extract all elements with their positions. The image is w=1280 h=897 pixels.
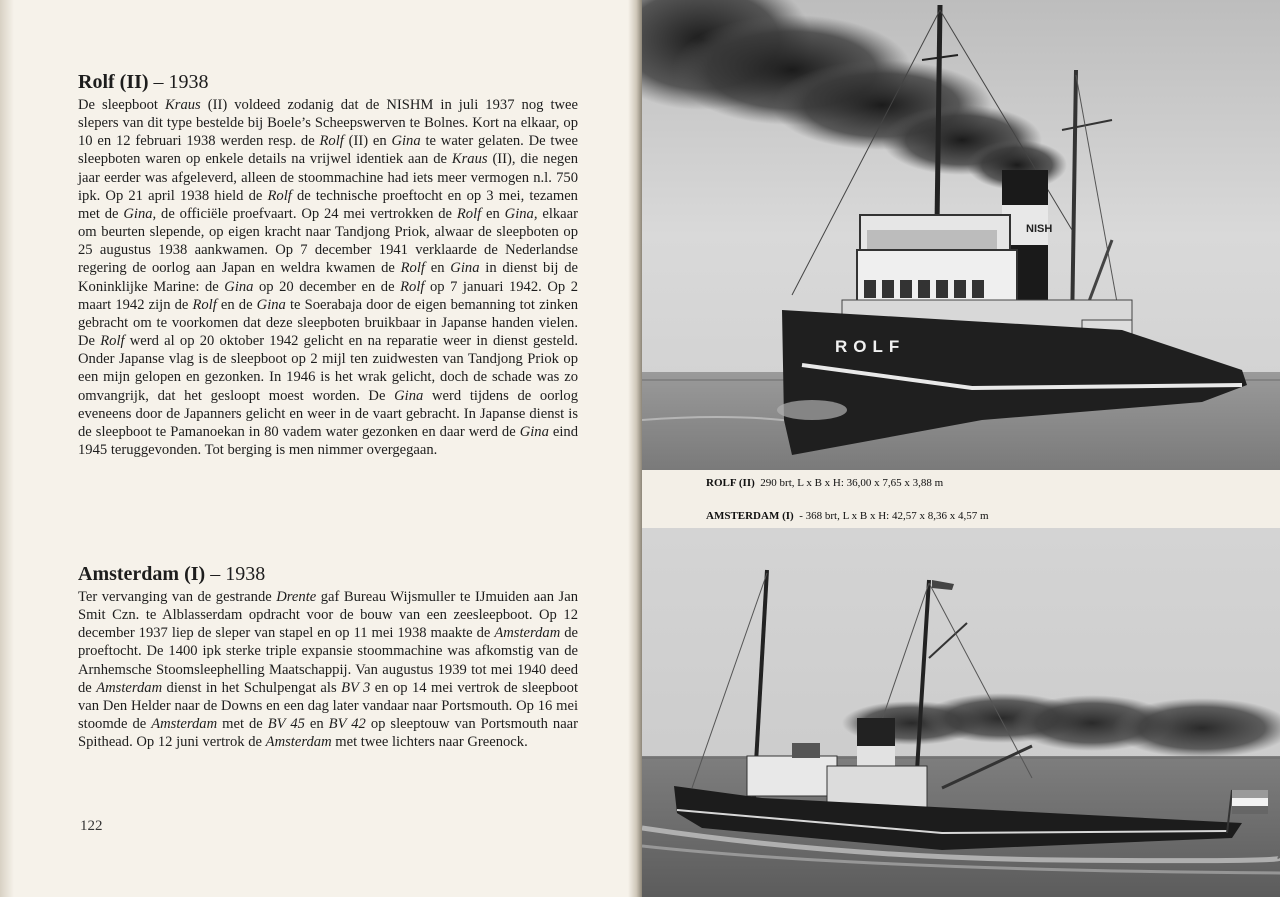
italic-ship-name: Rolf [456,205,482,222]
italic-ship-name: Gina [450,260,480,277]
page-number: 122 [80,818,103,834]
left-page [0,0,636,897]
italic-ship-name: Amsterdam [96,679,163,696]
italic-ship-name: Gina, [123,205,157,222]
italic-ship-name: BV 42 [328,716,366,733]
italic-ship-name: Rolf [100,333,125,350]
hull-lettering: ROLF [835,337,906,356]
italic-ship-name: Rolf [192,296,217,313]
photo-amsterdam-tugboat [642,528,1280,897]
italic-ship-name: Gina [224,278,254,295]
italic-ship-name: BV 45 [267,716,305,733]
italic-ship-name: Rolf [400,260,425,277]
italic-ship-name: Amsterdam [151,716,218,733]
italic-ship-name: Gina [394,387,424,404]
heading-name: Amsterdam (I) [78,563,206,585]
italic-ship-name: Rolf [400,278,425,295]
funnel-lettering: NISH [1026,223,1053,235]
italic-ship-name: Gina, [504,205,538,222]
article-rolf [78,70,578,459]
italic-ship-name: Gina [519,423,549,440]
article-heading [78,562,578,586]
photo-rolf-tugboat [642,0,1280,470]
article-body: Ter vervanging van de gestrande Drente gaf Bureau Wijsmuller te IJmuiden aan Jan Smit Czn. te Alblasserdam opdracht voor de bouw van een zeesleepboot. Op 12 december 1937 liep de sleper van stapel en op 11 mei 1938 maakte de Amsterdam de proeftocht. De 1400 ipk sterke triple expansie stoommachine was afkomstig van de Arnhemsche Stoomsleephelling Maatschappij. Van augustus 1939 tot mei 1940 deed de Amsterdam dienst in het Schulpengat als BV 3 en op 14 mei vertrok de sleepboot van Den Helder naar de Downs en een dag later vandaar naar Portsmouth. Op 16 mei stoomde de Amsterdam met de BV 45 en BV 42 op sleeptouw van Portsmouth naar Spithead. Op 12 juni vertrok de Amsterdam met twee lichters naar Greenock. [78,589,579,751]
italic-ship-name: BV 3 [341,679,371,696]
italic-ship-name: Gina [391,133,421,150]
heading-name: Rolf (II) [78,71,149,93]
italic-ship-name: Amsterdam [265,734,332,751]
italic-ship-name: Rolf [319,133,344,150]
italic-ship-name: Kraus [165,97,201,113]
heading-year: – 1938 [153,71,209,93]
photo-caption-rolf [706,477,943,489]
italic-ship-name: Rolf [267,187,292,204]
italic-ship-name: Kraus [451,151,488,168]
caption-specs: 290 brt, L x B x H: 36,00 x 7,65 x 3,88 m [760,477,944,489]
caption-name: AMSTERDAM (I) [706,510,794,522]
article-body: De sleepboot Kraus (II) voldeed zodanig dat de NISHM in juli 1937 nog twee slepers van dit type bestelde bij Boele’s Scheepswerven te Bolnes. Kort na elkaar, op 10 en 12 februari 1938 werden resp. de Rolf (II) en Gina te water gelaten. De twee sleepboten waren op enkele details na vrijwel identiek aan de Kraus (II), die negen jaar eerder was afgeleverd, alleen de stoommachine had iets meer vermogen n.l. 750 ipk. Op 21 april 1938 hield de Rolf de technische proeftocht en op 3 mei, tezamen met de Gina, de officiële proefvaart. Op 24 mei vertrokken de Rolf en Gina, elkaar om beurten slepende, op eigen kracht naar Tandjong Priok, alwaar de sleepboten op 25 augustus 1938 aankwamen. Op 7 december 1941 verklaarde de Nederlandse regering de oorlog aan Japan en weldra kwamen de Rolf en Gina in dienst bij de Koninklijke Marine: de Gina op 20 december en de Rolf op 7 januari 1942. Op 2 maart 1942 zijn de Rolf en de Gina te Soerabaja door de eigen bemanning tot zinken gebracht om te voorkomen dat deze sleepboten bruikbaar in Japanse handen vielen. De Rolf werd al op 20 oktober 1942 gelicht en na reparatie weer in dienst gesteld. Onder Japanse vlag is de sleepboot op 2 mijl ten zuidwesten van Tandjong Priok op een mijn gelopen en gezonken. In 1946 is het wrak gelicht, doch de schade was zo omvangrijk, dat het gesloopt moest worden. De Gina werd tijdens de oorlog eveneens door de Japanners gelicht en weer in de vaart gebracht. In Japanse dienst is de sleepboot te Pamanoekan in 80 vadem water gezonken en daar werd de Gina eind 1945 teruggevonden. Tot berging is men nimmer overgegaan. [78,97,579,458]
caption-name: ROLF (II) [706,477,755,489]
book-gutter [628,0,642,897]
heading-year: – 1938 [210,563,266,585]
italic-ship-name: Drente [276,589,317,605]
italic-ship-name: Gina [256,296,286,313]
article-amsterdam [78,562,578,751]
italic-ship-name: Amsterdam [494,625,561,642]
article-heading [78,70,578,94]
photo-caption-amsterdam [706,510,989,522]
caption-specs: - 368 brt, L x B x H: 42,57 x 8,36 x 4,57 m [799,510,989,522]
